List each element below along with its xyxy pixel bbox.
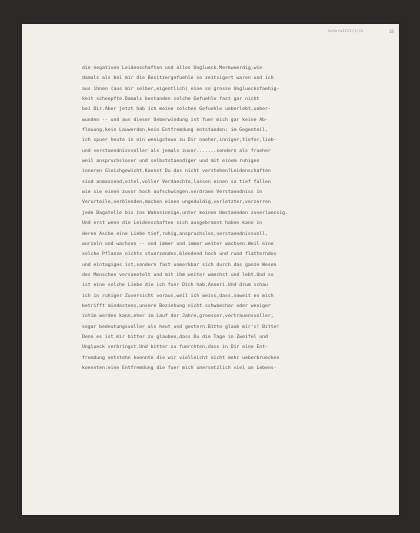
text-line: weil anspruchsloser und selbststaendiger und mit einem ruhigen: [82, 159, 260, 165]
letter-page: [22, 24, 399, 515]
text-line: damals als bei mir die Besitzergefuehle so zeitsigert waren und ich: [82, 76, 274, 82]
text-line: ich in ruhiger Zuversicht voraus,weil ich weiss,dass,soweit es mich: [82, 293, 274, 299]
text-line: betrifft mindestens,unsere Beziehung nicht schwaecher oder weniger: [82, 303, 271, 309]
text-line: ich spuer heute in ein wenigsteue zu Dir naeher,inniger,tiefer,lieb-: [82, 138, 277, 144]
text-line: ist eine solche Liebe die ich fuer Dich hab,Anneri.Und drum schau: [82, 283, 268, 289]
page-number: 18: [389, 29, 394, 34]
text-line: fremdung entstehn koennte die wir vielleicht nicht mehr ueberbruecken: [82, 355, 280, 361]
letter-body: [82, 64, 387, 374]
text-line: Vorurteile,verblenden,machen einen ungeduldig,verletzter,verzerren: [82, 200, 271, 206]
text-line: wie sie einen zuvor hoch aufschwingen,verdraen Verstaendniss in: [82, 190, 263, 196]
text-line: flauung,kein Lauwerden,kein Entfremdung entstanden: im Gegenteil,: [82, 128, 268, 134]
text-line: aus ihnen (aus mir selber,eigentlich) eine so grosse Ungluecksfaehig-: [82, 86, 280, 92]
text-line: sogar bedeutungsvoller als heut und gestern.Bitte glaub mir's! Bitte!: [82, 324, 280, 330]
text-line: deren Asche eine Liebe tief,ruhig,anspruchslos,verstaendnissvoll,: [82, 231, 268, 237]
text-line: wunden -- und aus dieser Ueberwindung ist fuer mich gar keine Ab-: [82, 117, 268, 123]
text-line: wurzeln und wachsen -- und immer und immer weiter wachsen.Weil eine: [82, 241, 274, 247]
text-line: die negativen Leidenschaften und alles Unglueck.Merkwuerdig,wie: [82, 66, 263, 71]
text-line: inneren Gleichgewicht.Kannst Du das nicht verstehen?Leidenschaften: [82, 169, 271, 175]
text-line: Unglueck verbringst.Und bitter zu fuerchten,dass in Dir eine Ent-: [82, 345, 268, 351]
text-line: keit schoepfte.Damals bestanden solche Gefuehle fast gar nicht: [82, 97, 260, 103]
archive-stamp: SpVerwIIII/1/15: [328, 29, 364, 33]
text-line: jede Bagatelle bis ins Wahnsinnige,unter keinen Umstaenden zuverlaessig.: [82, 210, 288, 216]
text-line: Und erst wenn die Leidenschaften sich ausgebrannt haben kann in: [82, 221, 263, 227]
text-line: intim werden kann,eher im Lauf der Jahre,groesser,vertrauensvoller,: [82, 314, 274, 320]
text-line: bei Dir.Aber jetzt hab ich meine solchen Gefuehle ueberlebt,ueber-: [82, 107, 271, 113]
text-line: sind anmassend,eitel,voller Verdaechte,lassen einen so tief fallen: [82, 179, 271, 185]
text-line: des Menschen versaeetelt und mit ihm weiter waechst und lebt.Und so: [82, 272, 274, 278]
text-line: solche Pflanze nichts stuerzendes,blendend hoch und rund flatterndes: [82, 252, 277, 258]
text-line: koennten:eine Entfremdung die fuer mich unersetzlich viel an Lebens-: [82, 365, 277, 371]
text-line: und verstaendnissvoller als jemals zuvor.......sondern als frueher: [82, 148, 271, 154]
text-line: und eintagiges ist,sondern fast unmerkbar sich durch das ganze Wesen: [82, 262, 277, 268]
text-line: Denn es ist mir bitter zu glauben,dass Du die Tage in Zweifel und: [82, 334, 268, 340]
